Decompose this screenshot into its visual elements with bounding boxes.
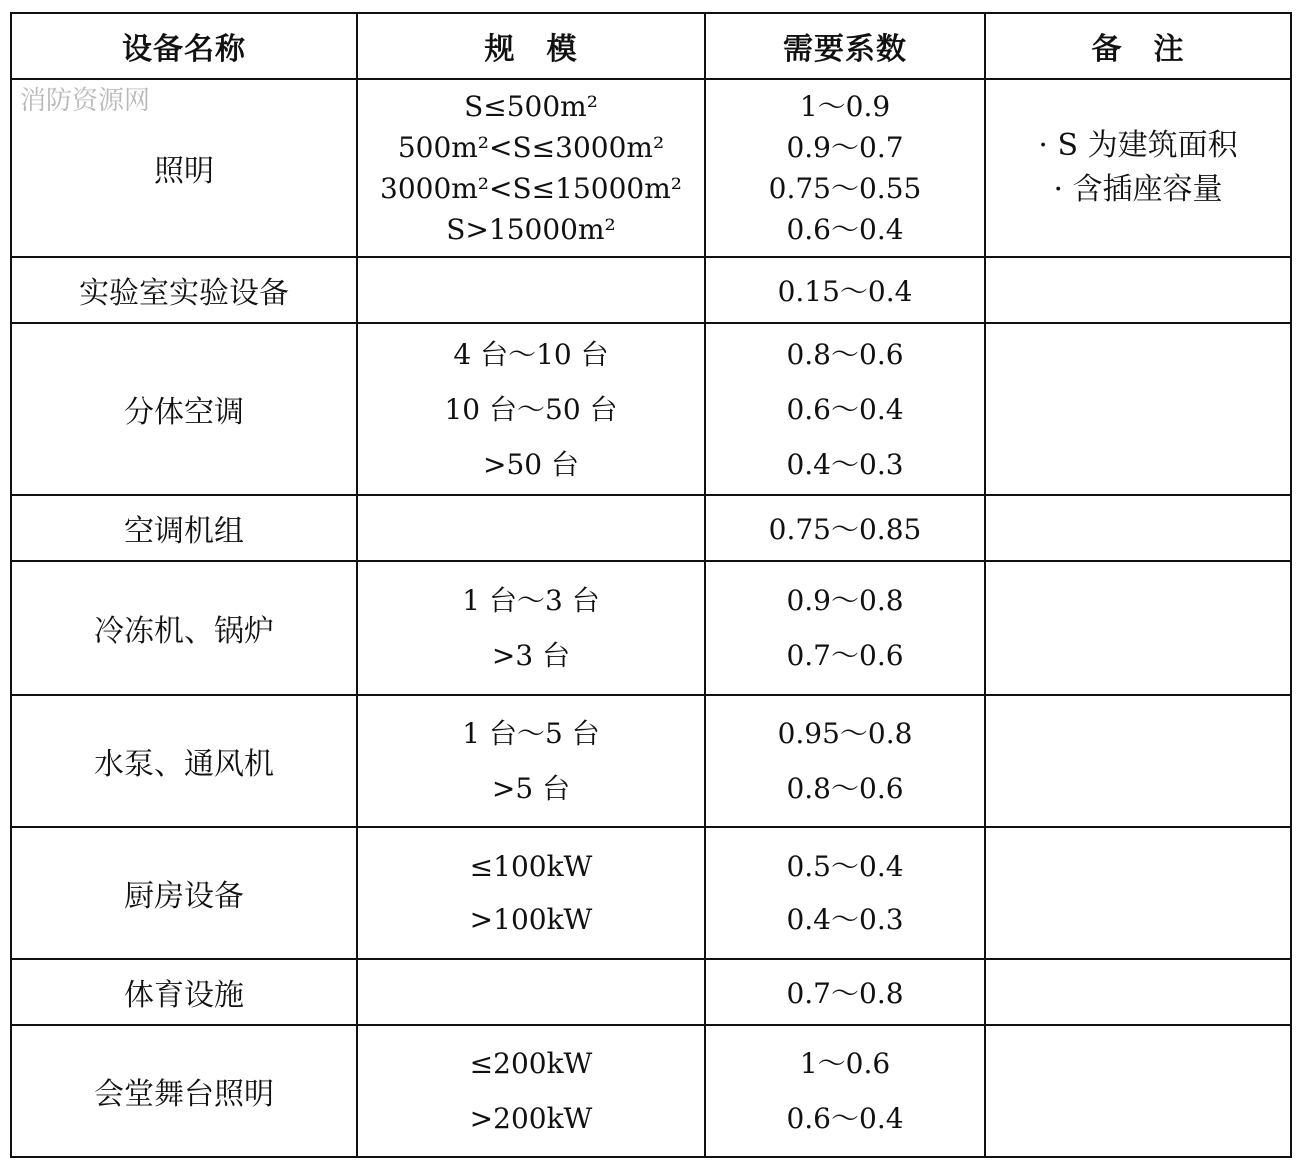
remark-cell xyxy=(985,79,1291,257)
remark-cell xyxy=(985,257,1291,323)
remark-cell xyxy=(985,561,1291,695)
scale-line: 10 台～50 台 xyxy=(444,392,618,426)
table-body xyxy=(11,79,1291,1157)
equipment-name-cell: 照明 xyxy=(11,79,357,257)
demand-factor-line: 0.9～0.8 xyxy=(786,584,904,617)
remark-cell xyxy=(985,495,1291,561)
demand-factor-cell xyxy=(705,495,985,561)
header-equipment-name: 设备名称 xyxy=(11,13,357,79)
scale-line: >50 台 xyxy=(483,447,579,481)
demand-factor-line: 0.4～0.3 xyxy=(786,903,904,936)
table-row xyxy=(11,1025,1291,1157)
demand-factor-cell xyxy=(705,695,985,827)
remark-line: · 含插座容量 xyxy=(1053,172,1223,207)
demand-factor-cell xyxy=(705,323,985,495)
equipment-name-cell: 体育设施 xyxy=(11,959,357,1025)
header-remark: 备 注 xyxy=(985,13,1291,79)
demand-factor-line: 0.9～0.7 xyxy=(786,131,904,164)
scale-line: 500m²<S≤3000m² xyxy=(397,131,665,164)
demand-factor-line: 0.6～0.4 xyxy=(786,213,904,246)
demand-factor-line: 0.5～0.4 xyxy=(786,850,904,883)
scale-line: S≤500m² xyxy=(464,90,598,123)
scale-line: >5 台 xyxy=(491,772,571,805)
demand-factor-table xyxy=(10,12,1292,1158)
scale-line: >3 台 xyxy=(491,639,571,672)
demand-factor-cell xyxy=(705,561,985,695)
header-demand-factor: 需要系数 xyxy=(705,13,985,79)
demand-factor-line: 0.6～0.4 xyxy=(786,392,904,426)
scale-cell xyxy=(357,1025,705,1157)
demand-factor-line: 1～0.6 xyxy=(799,1047,891,1080)
scale-cell xyxy=(357,959,705,1025)
demand-factor-line: 0.7～0.6 xyxy=(786,639,904,672)
equipment-name-cell: 分体空调 xyxy=(11,323,357,495)
table-row xyxy=(11,695,1291,827)
demand-factor-line: 0.75～0.55 xyxy=(768,172,922,205)
table-row xyxy=(11,79,1291,257)
remark-cell xyxy=(985,695,1291,827)
scale-cell xyxy=(357,79,705,257)
demand-factor-line: 0.8～0.6 xyxy=(786,337,904,371)
table-row xyxy=(11,959,1291,1025)
equipment-name-cell: 冷冻机、锅炉 xyxy=(11,561,357,695)
demand-factor-line: 0.8～0.6 xyxy=(786,772,904,805)
equipment-name-cell: 空调机组 xyxy=(11,495,357,561)
table-row xyxy=(11,495,1291,561)
demand-factor-cell xyxy=(705,827,985,959)
scale-cell xyxy=(357,495,705,561)
scale-line: >200kW xyxy=(469,1102,593,1135)
demand-factor-line: 0.7～0.8 xyxy=(786,977,904,1010)
demand-factor-line: 0.75～0.85 xyxy=(768,513,922,546)
remark-cell xyxy=(985,1025,1291,1157)
scale-line: 1 台～3 台 xyxy=(462,584,600,617)
scale-cell xyxy=(357,561,705,695)
equipment-name-cell: 会堂舞台照明 xyxy=(11,1025,357,1157)
scale-cell xyxy=(357,257,705,323)
scale-line: 4 台～10 台 xyxy=(453,337,609,371)
table-row xyxy=(11,323,1291,495)
demand-factor-table-container xyxy=(10,12,1290,1156)
remark-cell xyxy=(985,323,1291,495)
demand-factor-line: 0.95～0.8 xyxy=(777,717,913,750)
demand-factor-line: 0.4～0.3 xyxy=(786,447,904,481)
demand-factor-line: 0.15～0.4 xyxy=(777,275,913,308)
remark-cell xyxy=(985,827,1291,959)
scale-cell xyxy=(357,827,705,959)
scale-cell xyxy=(357,695,705,827)
header-row xyxy=(11,13,1291,79)
remark-cell xyxy=(985,959,1291,1025)
header-scale: 规 模 xyxy=(357,13,705,79)
demand-factor-cell xyxy=(705,1025,985,1157)
table-row xyxy=(11,257,1291,323)
equipment-name-cell: 厨房设备 xyxy=(11,827,357,959)
demand-factor-cell xyxy=(705,257,985,323)
demand-factor-line: 0.6～0.4 xyxy=(786,1102,904,1135)
scale-cell xyxy=(357,323,705,495)
scale-line: >100kW xyxy=(469,903,593,936)
remark-line: · S 为建筑面积 xyxy=(1038,128,1238,163)
table-row xyxy=(11,827,1291,959)
scale-line: ≤100kW xyxy=(469,850,593,883)
equipment-name-cell: 实验室实验设备 xyxy=(11,257,357,323)
watermark-text: 消防资源网 xyxy=(20,86,151,116)
table-row xyxy=(11,561,1291,695)
demand-factor-cell xyxy=(705,79,985,257)
equipment-name-cell: 水泵、通风机 xyxy=(11,695,357,827)
scale-line: ≤200kW xyxy=(469,1047,593,1080)
scale-line: S>15000m² xyxy=(446,213,616,246)
demand-factor-cell xyxy=(705,959,985,1025)
scale-line: 1 台～5 台 xyxy=(462,717,600,750)
scale-line: 3000m²<S≤15000m² xyxy=(380,172,682,205)
demand-factor-line: 1～0.9 xyxy=(799,90,891,123)
